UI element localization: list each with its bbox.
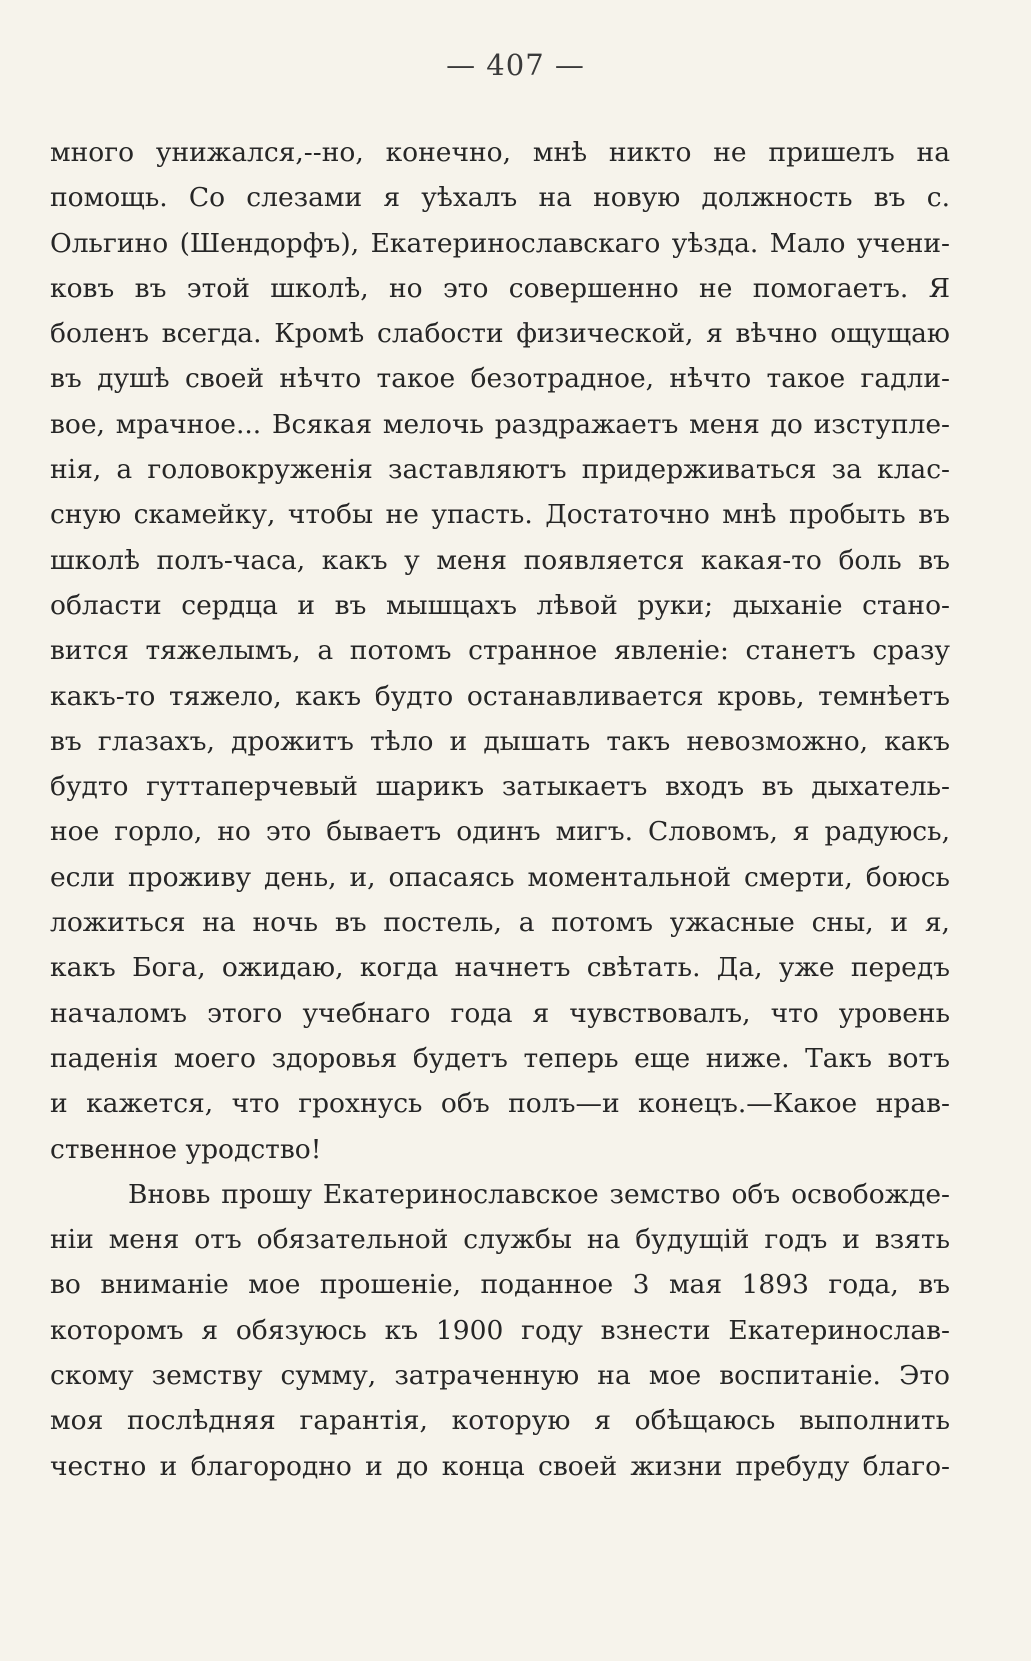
text-line: ложиться на ночь въ постель, а потомъ ужасные сны, и я, <box>50 907 950 939</box>
text-line: въ глазахъ, дрожитъ тѣло и дышать такъ невозможно, какъ <box>50 725 950 757</box>
paragraph-1 <box>50 130 950 1172</box>
text-line: въ душѣ своей нѣчто такое безотрадное, нѣчто такое гадли- <box>50 363 950 395</box>
text-line: Ольгино (Шендорфъ), Екатеринославскаго уѣзда. Мало учени- <box>50 227 950 259</box>
text-line: нія, а головокруженія заставляютъ придерживаться за клас- <box>50 454 950 486</box>
text-line: и кажется, что грохнусь объ полъ—и конецъ.—Какое нрав- <box>50 1088 950 1120</box>
text-line: сную скамейку, чтобы не упасть. Достаточно мнѣ пробыть въ <box>50 499 950 531</box>
text-line: какъ-то тяжело, какъ будто останавливается кровь, темнѣетъ <box>50 680 950 712</box>
text-line: скому земству сумму, затраченную на мое воспитаніе. Это <box>50 1360 950 1392</box>
text-line: которомъ я обязуюсь къ 1900 году взнести Екатеринослав- <box>50 1314 950 1346</box>
text-line: области сердца и въ мышцахъ лѣвой руки; дыханіе стано- <box>50 589 950 621</box>
text-line: ное горло, но это бываетъ одинъ мигъ. Словомъ, я радуюсь, <box>50 816 950 848</box>
text-line: помощь. Со слезами я уѣхалъ на новую должность въ с. <box>50 182 950 214</box>
text-line: Вновь прошу Екатеринославское земство объ освобожде- <box>128 1178 950 1210</box>
page-number: — 407 — <box>446 48 585 82</box>
text-line: ніи меня отъ обязательной службы на будущій годъ и взять <box>50 1224 950 1256</box>
text-line: честно и благородно и до конца своей жизни пребуду благо- <box>50 1450 950 1482</box>
text-line: моя послѣдняя гарантія, которую я обѣщаюсь выполнить <box>50 1405 950 1437</box>
text-line: ковъ въ этой школѣ, но это совершенно не помогаетъ. Я <box>50 272 950 304</box>
text-line: если проживу день, и, опасаясь моментальной смерти, боюсь <box>50 861 950 893</box>
text-line: вится тяжелымъ, а потомъ странное явленіе: станетъ сразу <box>50 635 950 667</box>
text-line: ственное уродство! <box>50 1133 322 1165</box>
text-line: во вниманіе мое прошеніе, поданное 3 мая 1893 года, въ <box>50 1269 950 1301</box>
body-text <box>50 130 950 1489</box>
text-line: какъ Бога, ожидаю, когда начнетъ свѣтать. Да, уже передъ <box>50 952 950 984</box>
text-line: боленъ всегда. Кромѣ слабости физической, я вѣчно ощущаю <box>50 318 950 350</box>
text-line: будто гуттаперчевый шарикъ затыкаетъ входъ въ дыхатель- <box>50 771 950 803</box>
text-line: началомъ этого учебнаго года я чувствовалъ, что уровень <box>50 997 950 1029</box>
text-line: много унижался,--но, конечно, мнѣ никто не пришелъ на <box>50 137 950 168</box>
text-line: паденія моего здоровья будетъ теперь еще ниже. Такъ вотъ <box>50 1042 950 1074</box>
text-line: школѣ полъ-часа, какъ у меня появляется какая-то боль въ <box>50 544 950 576</box>
paragraph-2 <box>50 1172 950 1489</box>
text-line: вое, мрачное... Всякая мелочь раздражаетъ меня до изступле- <box>50 408 950 440</box>
